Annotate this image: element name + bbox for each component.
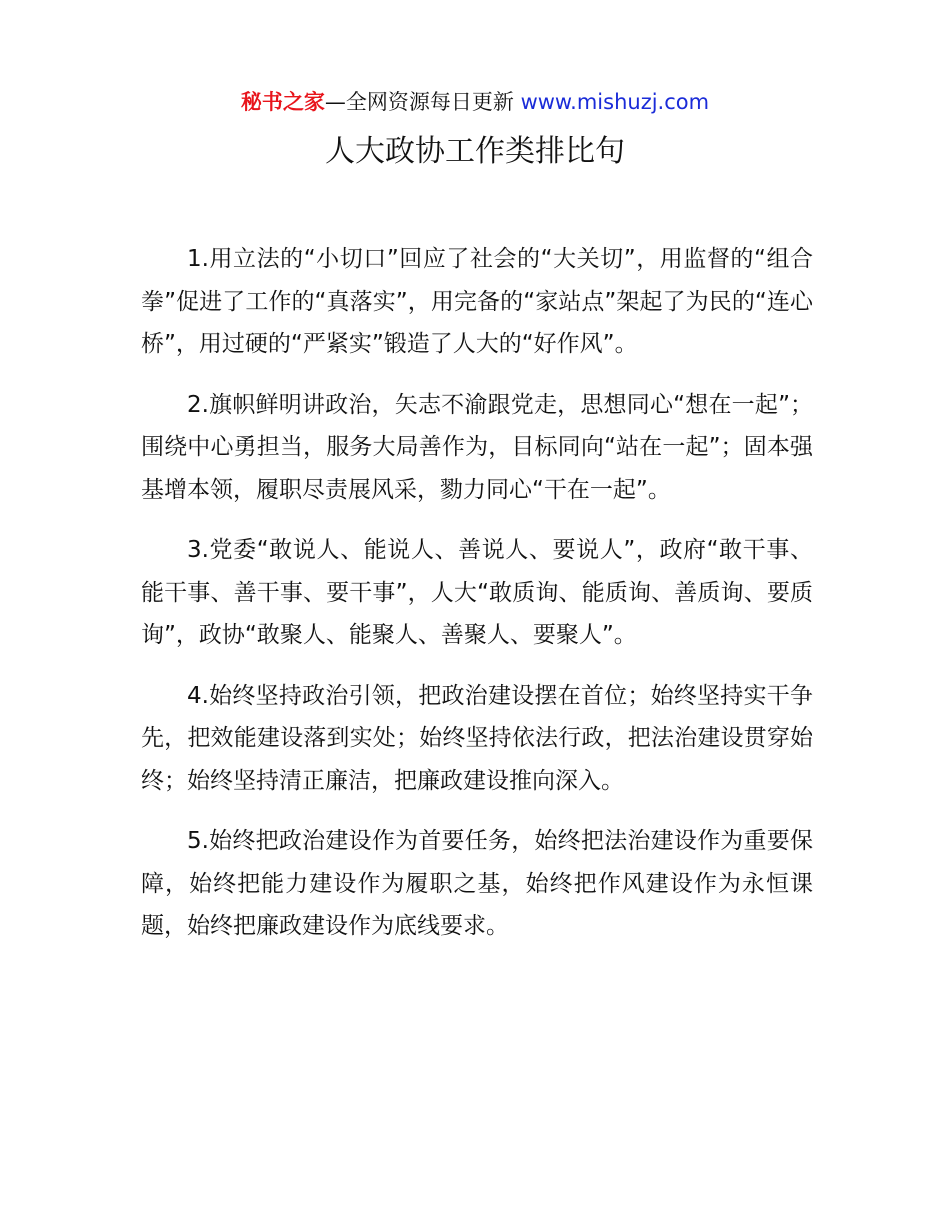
- site-header: [0, 86, 950, 118]
- header-tagline: —全网资源每日更新: [324, 90, 514, 114]
- paragraph-5: 5.始终把政治建设作为首要任务，始终把法治建设作为重要保障，始终把能力建设作为履职之基，始终把作风建设作为永恒课题，始终把廉政建设作为底线要求。: [141, 828, 813, 939]
- paragraph-1: 1.用立法的“小切口”回应了社会的“大关切”，用监督的“组合拳”促进了工作的“真落实”，用完备的“家站点”架起了为民的“连心桥”，用过硬的“严紧实”锻造了人大的“好作风”。: [141, 246, 813, 357]
- document-title: 人大政协工作类排比句: [325, 134, 625, 169]
- paragraph-3: 3.党委“敢说人、能说人、善说人、要说人”，政府“敢干事、能干事、善干事、要干事”，人大“敢质询、能质询、善质询、要质询”，政协“敢聚人、能聚人、善聚人、要聚人”。: [141, 537, 813, 648]
- paragraph-4: 4.始终坚持政治引领，把政治建设摆在首位；始终坚持实干争先，把效能建设落到实处；始终坚持依法行政，把法治建设贯穿始终；始终坚持清正廉洁，把廉政建设推向深入。: [141, 682, 813, 794]
- brand-name: 秘书之家: [240, 90, 325, 114]
- site-url-link[interactable]: www.mishuzj.com: [520, 90, 710, 114]
- document-body: [141, 238, 813, 966]
- paragraph-2: 2.旗帜鲜明讲政治，矢志不渝跟党走，思想同心“想在一起”；围绕中心勇担当，服务大局善作为，目标同向“站在一起”；固本强基增本领，履职尽责展风采，勠力同心“干在一起”。: [141, 391, 813, 503]
